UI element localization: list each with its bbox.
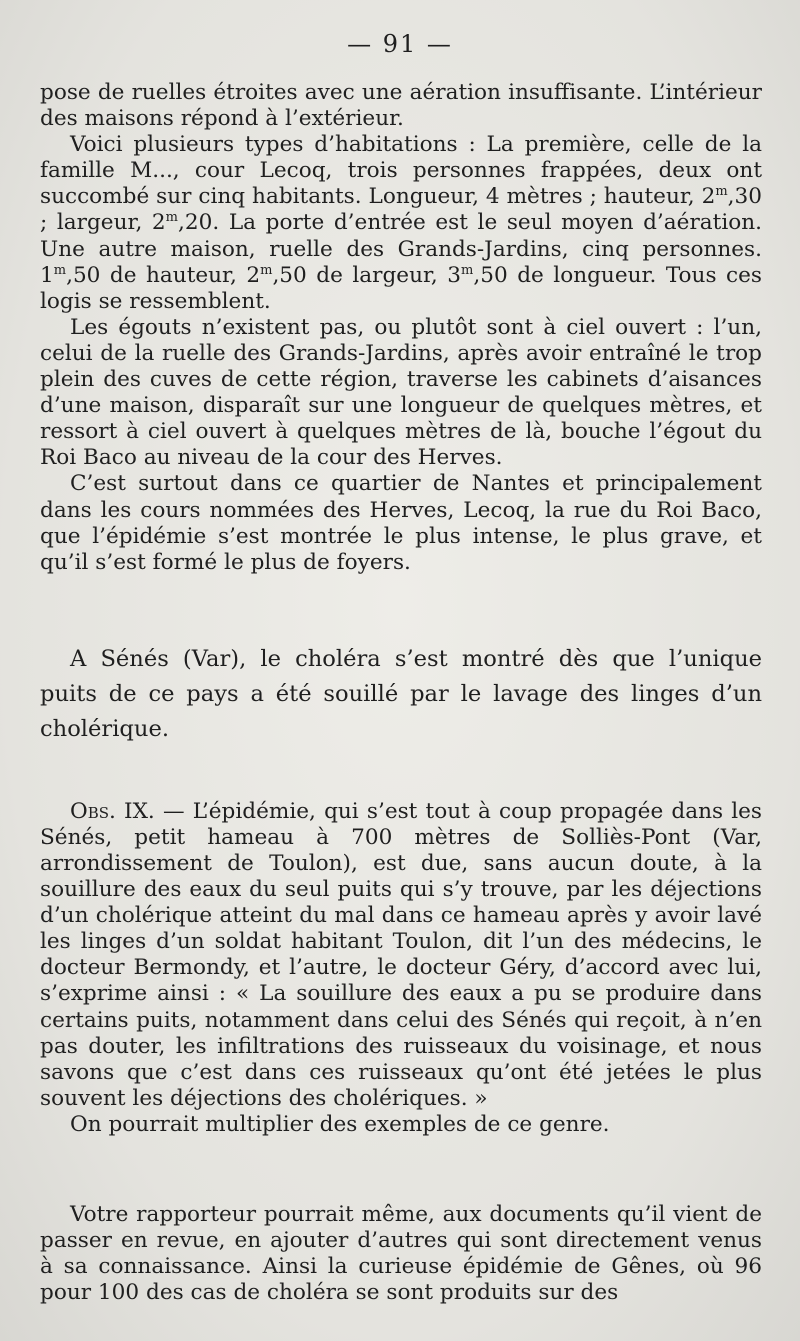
paragraph-observation: Obs. IX. — L’épidémie, qui s’est tout à coup propagée dans les Sénés, petit hameau à 700 mètres de Solliès-Pont (Var, arrondissement de Toulon), est due, sans aucun doute, à la souillure des eaux du seul puits qui s’y trouve, par les déjections d’un cholérique atteint du mal dans ce hameau après y avoir lavé les linges d’un soldat habitant Toulon, dit l’un des médecins, le docteur Bermondy, et l’autre, le docteur Géry, d’accord avec lui, s’exprime ainsi : « La souillure des eaux a pu se produire dans certains puits, notamment dans celui des Sénés qui reçoit, à n’en pas douter, les infiltrations des ruisseaux du voisinage, et nous savons que c’est dans ces ruisseaux qu’ont été jetées le plus souvent les déjections des cholériques. » [40,798,763,1111]
paragraph-egouts: Les égouts n’existent pas, ou plutôt sont à ciel ouvert : l’un, celui de la ruelle des Grands-Jardins, après avoir entraîné le trop plein des cuves de cette région, traverse les cabinets d’aisances d’une maison, disparaît sur une longueur de quelques mètres, et ressort à ciel ouvert à quelques mètres de là, bouche l’égout du Roi Baco au niveau de la cour des Herves. [40,314,762,471]
observation-label: Obs. IX. [70,798,155,824]
paragraph-nantes: C’est surtout dans ce quartier de Nantes et principalement dans les cours nommées des Herves, Lecoq, la rue du Roi Baco, que l’épidémie s’est montrée le plus intense, le plus grave, et qu’il s’est formé le plus de foyers. [40,471,762,575]
paragraph-rapporteur: Votre rapporteur pourrait même, aux documents qu’il vient de passer en revue, en ajouter d’autres qui sont directement venus à sa connaissance. Ainsi la curieuse épidémie de Gênes, où 96 pour 100 des cas de choléra se sont produits sur des [40,1202,762,1306]
paragraph-senes: A Sénés (Var), le choléra s’est montré dès que l’unique puits de ce pays a été souillé par le lavage des linges d’un cholérique. [40,645,762,742]
paragraph-habitations: Voici plusieurs types d’habitations : La première, celle de la famille M..., cour Lecoq, trois personnes frappées, deux ont succombé sur cinq habitants. Longueur, 4 mètres ; hauteur, 2$^m$,30 ; largeur, 2$^m$,20. La porte d’entrée est le seul moyen d’aération. Une autre maison, ruelle des Grands-Jardins, cinq personnes. 1$^m$,50 de hauteur, 2$^m$,50 de largeur, 3$^m$,50 de longueur. Tous ces logis se ressemblent. [40,132,762,314]
page-body [40,80,762,1306]
paragraph-continuation: pose de ruelles étroites avec une aération insuffisante. L’intérieur des maisons répond à l’extérieur. [40,80,762,132]
page-number: — 91 — [347,30,453,58]
paragraph-exemples: On pourrait multiplier des exemples de ce genre. [70,1111,610,1137]
